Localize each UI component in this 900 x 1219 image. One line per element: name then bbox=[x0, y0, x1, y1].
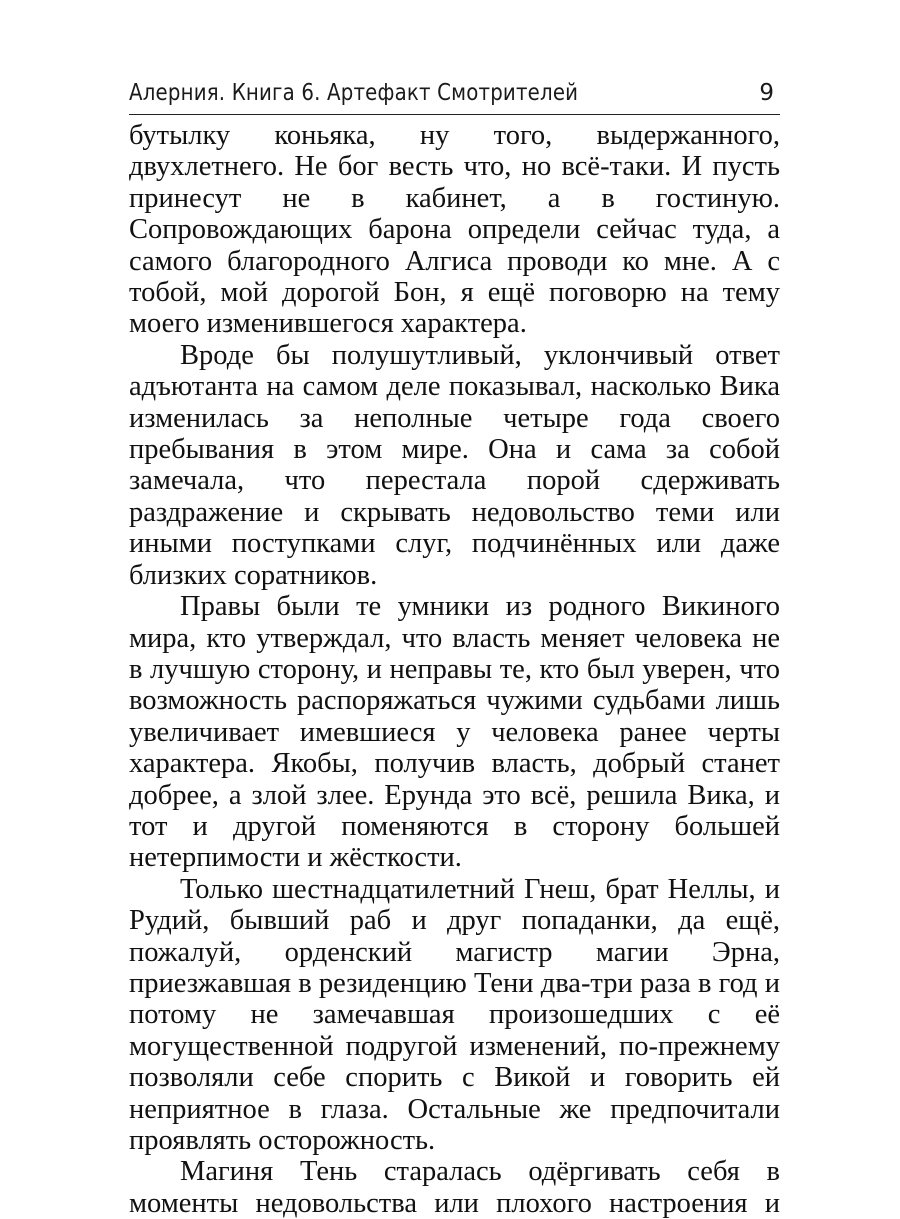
paragraph-5: Магиня Тень старалась одёргивать себя в моменты недовольства или плохого настроения и bbox=[129, 1156, 780, 1219]
header-rule bbox=[129, 114, 780, 115]
paragraph-4: Только шестнадцатилетний Гнеш, брат Неллы, и Рудий, бывший раб и друг попаданки, да ещё, пожалуй, орденский магистр магии Эрна, приезжавшая в резиденцию Тени два-три раза в год и потому не замечавшая произошедших с её могущественной подругой изменений, по-прежнему позволяли себе спорить с Викой и говорить ей неприятное в глаза. Остальные же предпочитали проявлять осторожность. bbox=[129, 873, 780, 1156]
body-text bbox=[129, 120, 780, 1219]
running-title: Алерния. Книга 6. Артефакт Смотрителей bbox=[129, 80, 579, 106]
paragraph-2: Вроде бы полушутливый, уклончивый ответ адъютанта на самом деле показывал, насколько Вика изменилась за неполные четыре года своего пребывания в этом мире. Она и сама за собой замечала, что перестала порой сдерживать раздражение и скрывать недовольство теми или иными поступками слуг, подчинённых или даже близких соратников. bbox=[129, 339, 780, 591]
paragraph-1: бутылку коньяка, ну того, выдержанного, двухлетнего. Не бог весть что, но всё-таки. И пусть принесут не в кабинет, а в гостиную. Сопровождающих барона определи сейчас туда, а самого благородного Алгиса проводи ко мне. А с тобой, мой дорогой Бон, я ещё поговорю на тему моего изменившегося характера. bbox=[129, 120, 780, 340]
page-number: 9 bbox=[759, 80, 774, 106]
paragraph-3: Правы были те умники из родного Викиного мира, кто утверждал, что власть меняет человека не в лучшую сторону, и неправы те, кто был уверен, что возможность распоряжаться чужими судьбами лишь увеличивает имевшиеся у человека ранее черты характера. Якобы, получив власть, добрый станет добрее, а злой злее. Ерунда это всё, решила Вика, и тот и другой поменяются в сторону большей нетерпимости и жёсткости. bbox=[129, 591, 780, 874]
running-head bbox=[129, 78, 780, 112]
